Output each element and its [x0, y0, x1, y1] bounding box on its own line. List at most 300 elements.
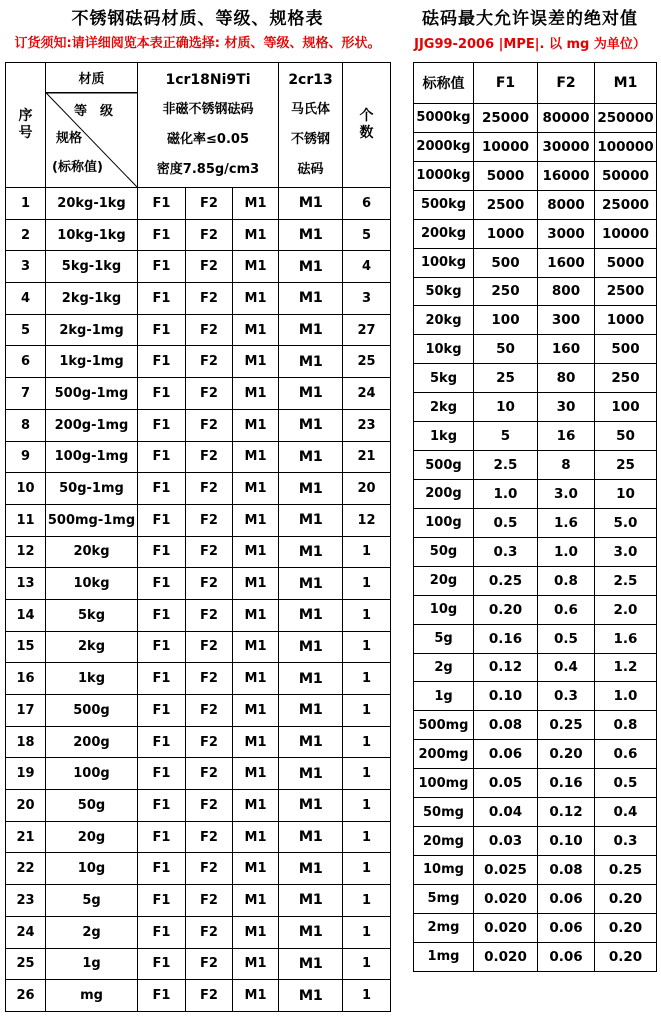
nominal-cell: 10kg [414, 335, 474, 364]
f2-cell: 1600 [538, 248, 595, 277]
f2-cell: F2 [186, 219, 233, 251]
spec-cell: 200g [46, 726, 138, 758]
table-row [414, 219, 657, 248]
f2-cell: F2 [186, 504, 233, 536]
table-row [414, 682, 657, 711]
f1-cell: F1 [138, 251, 186, 283]
nominal-cell: 500kg [414, 190, 474, 219]
m1b-cell: M1 [279, 378, 343, 410]
f2-cell: 0.8 [538, 566, 595, 595]
f2-cell: 8 [538, 451, 595, 480]
m1-cell: 2.5 [595, 566, 657, 595]
material-2cr13-header [279, 63, 343, 188]
spec-cell: 200g-1mg [46, 409, 138, 441]
f1-cell: F1 [138, 663, 186, 695]
nominal-cell: 50mg [414, 798, 474, 827]
m1a-cell: M1 [233, 251, 279, 283]
f2-cell: 300 [538, 306, 595, 335]
material2-line3: 不锈钢 [291, 132, 331, 147]
table-row [6, 188, 391, 220]
table-row [6, 885, 391, 917]
f1-cell: F1 [138, 916, 186, 948]
m1a-cell: M1 [233, 504, 279, 536]
right-table-subtitle: JJG99-2006 |MPE|. 以 mg 为单位） [414, 37, 646, 52]
nominal-cell: 10g [414, 595, 474, 624]
m1b-cell: M1 [279, 599, 343, 631]
f2-cell: 30 [538, 393, 595, 422]
m1b-cell: M1 [279, 948, 343, 980]
m1-cell: 25 [595, 451, 657, 480]
count-cell: 1 [343, 853, 391, 885]
spec-grade-table [5, 62, 391, 1012]
m1-cell: 0.8 [595, 711, 657, 740]
table-row [6, 790, 391, 822]
f2-cell: F2 [186, 473, 233, 505]
no-cell: 24 [6, 916, 46, 948]
f2-cell: 16000 [538, 161, 595, 190]
f2-cell: F2 [186, 663, 233, 695]
m1-cell: 0.5 [595, 769, 657, 798]
nominal-cell: 10mg [414, 855, 474, 884]
table-row [414, 277, 657, 306]
f2-cell: 0.06 [538, 884, 595, 913]
f2-cell: 0.3 [538, 682, 595, 711]
nominal-cell: 100kg [414, 248, 474, 277]
no-cell: 9 [6, 441, 46, 473]
corner-material-label: 材质 [78, 72, 105, 87]
count-cell: 1 [343, 631, 391, 663]
f1-cell: 1000 [474, 219, 538, 248]
f2-cell: F2 [186, 188, 233, 220]
table-row [414, 161, 657, 190]
table-row [414, 711, 657, 740]
m1b-cell: M1 [279, 473, 343, 505]
nominal-cell: 500g [414, 451, 474, 480]
nominal-cell: 200kg [414, 219, 474, 248]
left-table-title: 不锈钢砝码材质、等级、规格表 [71, 9, 324, 29]
table-row [6, 219, 391, 251]
f2-cell: F2 [186, 885, 233, 917]
table-row [6, 948, 391, 980]
m1a-cell: M1 [233, 853, 279, 885]
f2-cell: F2 [186, 346, 233, 378]
no-cell: 19 [6, 758, 46, 790]
m1b-cell: M1 [279, 853, 343, 885]
f1-cell: 10 [474, 393, 538, 422]
f2-cell: F2 [186, 948, 233, 980]
right-table-title: 砝码最大允许误差的绝对值 [422, 9, 638, 29]
f1-cell: 50 [474, 335, 538, 364]
mpe-table [413, 62, 657, 972]
no-cell: 18 [6, 726, 46, 758]
nominal-cell: 1mg [414, 942, 474, 971]
f1-cell: F1 [138, 726, 186, 758]
f1-cell: F1 [138, 378, 186, 410]
m1b-cell: M1 [279, 631, 343, 663]
count-header [343, 63, 391, 188]
nominal-header: 标称值 [414, 63, 474, 104]
f2-cell: 0.06 [538, 942, 595, 971]
material2-line4: 砝码 [297, 162, 324, 177]
material1-line3: 磁化率≤0.05 [167, 132, 249, 147]
count-cell: 21 [343, 441, 391, 473]
m1a-cell: M1 [233, 409, 279, 441]
material1-line1: 1cr18Ni9Ti [165, 72, 251, 88]
no-cell: 12 [6, 536, 46, 568]
table-row [414, 913, 657, 942]
corner-spec-label: 规格 [56, 131, 83, 146]
no-cell: 20 [6, 790, 46, 822]
nominal-cell: 20kg [414, 306, 474, 335]
count-cell: 1 [343, 790, 391, 822]
spec-cell: 1kg-1mg [46, 346, 138, 378]
count-cell: 23 [343, 409, 391, 441]
f1-cell: F1 [138, 283, 186, 315]
table-row [6, 441, 391, 473]
f2-cell: F2 [186, 726, 233, 758]
m1b-cell: M1 [279, 790, 343, 822]
f2-cell: 800 [538, 277, 595, 306]
table-row [414, 595, 657, 624]
m1-cell: 1.0 [595, 682, 657, 711]
no-cell: 3 [6, 251, 46, 283]
table-row [6, 980, 391, 1012]
f2-cell: F2 [186, 314, 233, 346]
table-row [414, 132, 657, 161]
m1a-cell: M1 [233, 568, 279, 600]
f1-cell: F1 [138, 568, 186, 600]
no-cell: 1 [6, 188, 46, 220]
f1-cell: 250 [474, 277, 538, 306]
table-row [6, 631, 391, 663]
table-row [414, 104, 657, 133]
nominal-cell: 5kg [414, 364, 474, 393]
m1a-cell: M1 [233, 695, 279, 727]
no-cell: 26 [6, 980, 46, 1012]
f2-cell: F2 [186, 441, 233, 473]
table-row [6, 473, 391, 505]
count-cell: 1 [343, 726, 391, 758]
f2-cell: 0.16 [538, 769, 595, 798]
m1b-cell: M1 [279, 568, 343, 600]
f1-cell: 5 [474, 422, 538, 451]
table-row [414, 769, 657, 798]
table-row [6, 251, 391, 283]
m1-cell: 50000 [595, 161, 657, 190]
m1a-cell: M1 [233, 948, 279, 980]
f1-cell: 0.025 [474, 855, 538, 884]
m1b-cell: M1 [279, 726, 343, 758]
m1b-cell: M1 [279, 695, 343, 727]
m1a-cell: M1 [233, 790, 279, 822]
table-row [414, 451, 657, 480]
spec-cell: 500g-1mg [46, 378, 138, 410]
spec-cell: 500g [46, 695, 138, 727]
spec-cell: 20kg-1kg [46, 188, 138, 220]
nominal-cell: 200g [414, 479, 474, 508]
spec-cell: 1kg [46, 663, 138, 695]
m1b-cell: M1 [279, 251, 343, 283]
count-cell: 4 [343, 251, 391, 283]
nominal-cell: 500mg [414, 711, 474, 740]
corner-header [46, 63, 138, 188]
m1a-cell: M1 [233, 758, 279, 790]
m1-cell: 100000 [595, 132, 657, 161]
f2-cell: F2 [186, 536, 233, 568]
m1b-cell: M1 [279, 916, 343, 948]
m1b-cell: M1 [279, 980, 343, 1012]
f2-cell: 0.25 [538, 711, 595, 740]
table-row [414, 364, 657, 393]
f1-cell: 0.10 [474, 682, 538, 711]
spec-cell: 500mg-1mg [46, 504, 138, 536]
f2-cell: 0.6 [538, 595, 595, 624]
f1-cell: F1 [138, 219, 186, 251]
f1-cell: F1 [138, 790, 186, 822]
m1-cell: 50 [595, 422, 657, 451]
spec-cell: 10kg [46, 568, 138, 600]
f1-cell: F1 [138, 948, 186, 980]
f2-cell: F2 [186, 378, 233, 410]
table-row [414, 942, 657, 971]
table-row [414, 508, 657, 537]
no-cell: 22 [6, 853, 46, 885]
nominal-cell: 2kg [414, 393, 474, 422]
m1-cell: 0.3 [595, 827, 657, 856]
table-row [6, 504, 391, 536]
table-row [414, 335, 657, 364]
f2-cell: 0.12 [538, 798, 595, 827]
m1-cell: 5.0 [595, 508, 657, 537]
f1-cell: 0.3 [474, 537, 538, 566]
m1-cell: 3.0 [595, 537, 657, 566]
f1-cell: 0.20 [474, 595, 538, 624]
m1a-cell: M1 [233, 346, 279, 378]
f2-cell: 30000 [538, 132, 595, 161]
m1b-cell: M1 [279, 314, 343, 346]
f2-cell: F2 [186, 916, 233, 948]
table-row [414, 740, 657, 769]
m1b-cell: M1 [279, 536, 343, 568]
count-cell: 25 [343, 346, 391, 378]
count-cell: 1 [343, 916, 391, 948]
m1a-cell: M1 [233, 283, 279, 315]
no-cell: 21 [6, 821, 46, 853]
spec-cell: 100g [46, 758, 138, 790]
no-cell: 23 [6, 885, 46, 917]
count-cell: 3 [343, 283, 391, 315]
f2-cell: F2 [186, 409, 233, 441]
nominal-cell: 2mg [414, 913, 474, 942]
m1a-cell: M1 [233, 916, 279, 948]
no-cell: 8 [6, 409, 46, 441]
m1b-cell: M1 [279, 219, 343, 251]
table-row [414, 306, 657, 335]
f1-cell: 0.5 [474, 508, 538, 537]
f2-cell: F2 [186, 695, 233, 727]
nominal-cell: 100g [414, 508, 474, 537]
nominal-cell: 20g [414, 566, 474, 595]
count-cell: 6 [343, 188, 391, 220]
f1-cell: F1 [138, 758, 186, 790]
count-cell: 5 [343, 219, 391, 251]
count-cell: 12 [343, 504, 391, 536]
f1-cell: 100 [474, 306, 538, 335]
table-row [414, 798, 657, 827]
table-row [6, 346, 391, 378]
f1-header: F1 [474, 63, 538, 104]
count-cell: 1 [343, 695, 391, 727]
m1-cell: 500 [595, 335, 657, 364]
m1a-cell: M1 [233, 663, 279, 695]
spec-table-header-row [6, 63, 391, 188]
f1-cell: 0.08 [474, 711, 538, 740]
f1-cell: 0.25 [474, 566, 538, 595]
spec-table-body [6, 188, 391, 1012]
corner-grade-label: 等 级 [74, 104, 114, 119]
f1-cell: F1 [138, 853, 186, 885]
f2-cell: 3000 [538, 219, 595, 248]
f2-cell: 0.20 [538, 740, 595, 769]
f2-cell: F2 [186, 853, 233, 885]
f2-header: F2 [538, 63, 595, 104]
m1-cell: 2500 [595, 277, 657, 306]
f1-cell: F1 [138, 188, 186, 220]
f2-cell: F2 [186, 790, 233, 822]
f1-cell: 5000 [474, 161, 538, 190]
spec-cell: 10g [46, 853, 138, 885]
m1a-cell: M1 [233, 980, 279, 1012]
count-cell: 1 [343, 599, 391, 631]
count-header-label: 个 数 [359, 108, 374, 141]
count-cell: 1 [343, 821, 391, 853]
no-cell: 10 [6, 473, 46, 505]
f1-cell: F1 [138, 536, 186, 568]
nominal-cell: 5g [414, 624, 474, 653]
nominal-cell: 200mg [414, 740, 474, 769]
f1-cell: 0.12 [474, 653, 538, 682]
f2-cell: F2 [186, 283, 233, 315]
m1a-cell: M1 [233, 378, 279, 410]
spec-cell: 50g [46, 790, 138, 822]
table-row [414, 566, 657, 595]
m1-cell: 5000 [595, 248, 657, 277]
no-cell: 7 [6, 378, 46, 410]
spec-cell: 5g [46, 885, 138, 917]
count-cell: 27 [343, 314, 391, 346]
table-row [414, 884, 657, 913]
nominal-cell: 50kg [414, 277, 474, 306]
m1-cell: 0.4 [595, 798, 657, 827]
count-cell: 24 [343, 378, 391, 410]
spec-cell: 1g [46, 948, 138, 980]
mpe-table-body [414, 104, 657, 972]
table-row [414, 537, 657, 566]
m1-cell: 0.20 [595, 942, 657, 971]
spec-cell: mg [46, 980, 138, 1012]
material1-line2: 非磁不锈钢砝码 [162, 102, 254, 117]
f1-cell: 500 [474, 248, 538, 277]
spec-cell: 20g [46, 821, 138, 853]
table-row [6, 821, 391, 853]
f2-cell: 0.08 [538, 855, 595, 884]
table-row [6, 536, 391, 568]
m1a-cell: M1 [233, 188, 279, 220]
f2-cell: F2 [186, 631, 233, 663]
f1-cell: 25 [474, 364, 538, 393]
m1-cell: 1.2 [595, 653, 657, 682]
m1-cell: 0.6 [595, 740, 657, 769]
f1-cell: F1 [138, 441, 186, 473]
no-cell: 2 [6, 219, 46, 251]
m1a-cell: M1 [233, 726, 279, 758]
m1-cell: 1.6 [595, 624, 657, 653]
f2-cell: 1.6 [538, 508, 595, 537]
m1b-cell: M1 [279, 663, 343, 695]
table-row [6, 853, 391, 885]
table-row [414, 190, 657, 219]
mpe-table-header-row [414, 63, 657, 104]
f2-cell: 8000 [538, 190, 595, 219]
count-cell: 1 [343, 536, 391, 568]
f2-cell: 0.06 [538, 913, 595, 942]
nominal-cell: 1kg [414, 422, 474, 451]
m1a-cell: M1 [233, 473, 279, 505]
table-row [414, 624, 657, 653]
no-cell: 14 [6, 599, 46, 631]
m1-cell: 0.20 [595, 913, 657, 942]
m1b-cell: M1 [279, 504, 343, 536]
m1-cell: 1000 [595, 306, 657, 335]
f2-cell: F2 [186, 980, 233, 1012]
table-row [6, 283, 391, 315]
f2-cell: 0.5 [538, 624, 595, 653]
f1-cell: 0.05 [474, 769, 538, 798]
f1-cell: 25000 [474, 104, 538, 133]
m1a-cell: M1 [233, 441, 279, 473]
f1-cell: 0.06 [474, 740, 538, 769]
nominal-cell: 1000kg [414, 161, 474, 190]
table-row [6, 663, 391, 695]
m1b-cell: M1 [279, 441, 343, 473]
table-row [6, 314, 391, 346]
count-cell: 1 [343, 663, 391, 695]
serial-header-label: 序 号 [18, 108, 33, 141]
m1a-cell: M1 [233, 314, 279, 346]
m1-cell: 250 [595, 364, 657, 393]
m1-header: M1 [595, 63, 657, 104]
left-table-subtitle: 订货须知:请详细阅览本表正确选择: 材质、等级、规格、形状。 [14, 36, 381, 51]
f2-cell: F2 [186, 758, 233, 790]
f2-cell: 0.4 [538, 653, 595, 682]
f2-cell: F2 [186, 599, 233, 631]
nominal-cell: 1g [414, 682, 474, 711]
f2-cell: 80000 [538, 104, 595, 133]
no-cell: 11 [6, 504, 46, 536]
nominal-cell: 2000kg [414, 132, 474, 161]
nominal-cell: 100mg [414, 769, 474, 798]
material1-line4: 密度7.85g/cm3 [156, 162, 260, 177]
no-cell: 6 [6, 346, 46, 378]
m1b-cell: M1 [279, 758, 343, 790]
no-cell: 16 [6, 663, 46, 695]
nominal-cell: 20mg [414, 827, 474, 856]
m1b-cell: M1 [279, 283, 343, 315]
m1a-cell: M1 [233, 599, 279, 631]
table-row [6, 758, 391, 790]
f2-cell: 1.0 [538, 537, 595, 566]
table-row [414, 393, 657, 422]
